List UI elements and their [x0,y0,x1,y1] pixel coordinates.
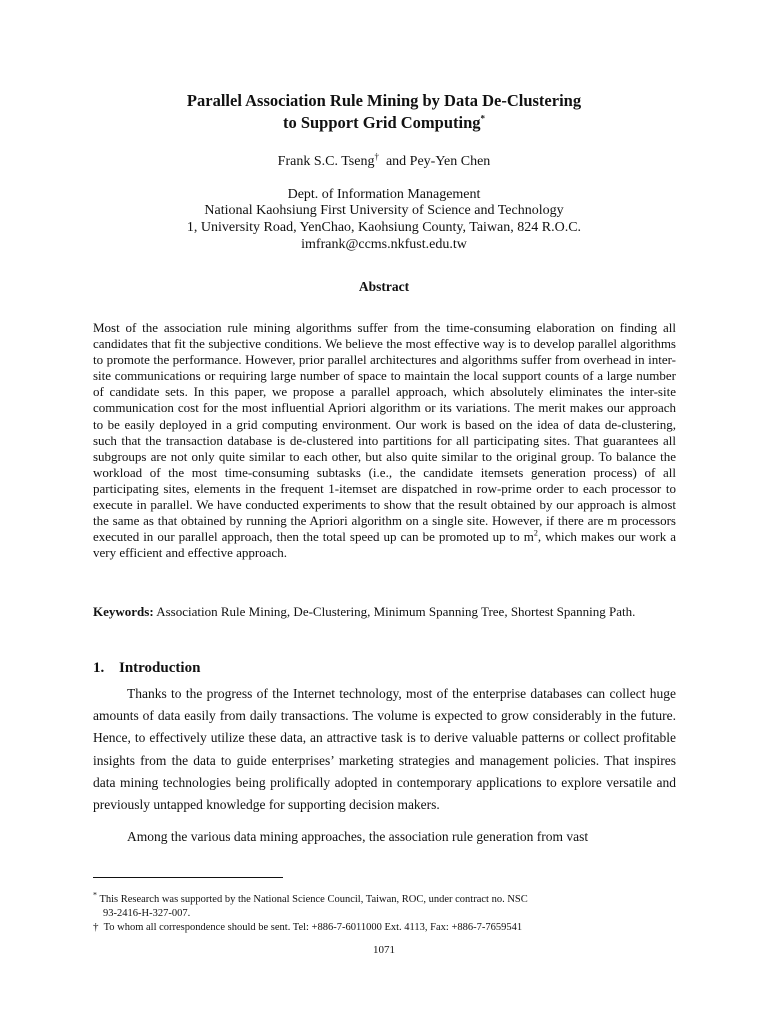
keywords-label: Keywords: [93,604,154,619]
affiliation-university: National Kaohsiung First University of Science and Technology [204,203,564,218]
title-line-2-text: to Support Grid Computing [282,113,481,132]
affiliation-address: 1, University Road, YenChao, Kaohsiung County, Taiwan, 824 R.O.C. [186,220,582,235]
title-line-2 [0,112,768,134]
abstract-body [93,320,676,561]
section-number: 1. [93,660,105,676]
footnote-1-line-1: This Research was supported by the National Science Council, Taiwan, ROC, under contract no. NSC [99,894,528,905]
title-line-1: Parallel Association Rule Mining by Data De-Clustering [186,91,582,110]
keywords [93,603,676,620]
abstract-superscript: 2 [533,528,538,538]
affiliation-dept: Dept. of Information Management [287,187,481,202]
intro-paragraph: Thanks to the progress of the Internet technology, most of the enterprise databases can collect huge amounts of data easily from daily transactions. The volume is expected to grow considerably in the future. Hence, to effectively utilize these data, an attractive task is to derive valuable patterns or collect profitable insights from the data to guide enterprises’ marketing strategies and management policies. That inspires data mining technologies being prolifically adopted in contemporary applications to explore versatile and previously untapped knowledge for supporting decision makers. [93,686,676,813]
author-first: Frank S.C. Tseng [277,154,375,169]
paper-title [0,90,768,134]
footnote-2-text: To whom all correspondence should be sent. Tel: +886-7-6011000 Ext. 4113, Fax: +886-7-7659541 [103,922,523,933]
footnote-2-mark: † [93,921,99,933]
abstract-heading: Abstract [358,279,410,294]
footnote-1-continued: 93-2416-H-327-007. [103,908,191,919]
intro-paragraph: Among the various data mining approaches, the association rule generation from vast [127,829,589,845]
section-heading [93,660,200,677]
introduction-body [93,683,676,848]
keywords-text: Association Rule Mining, De-Clustering, Minimum Spanning Tree, Shortest Spanning Path. [156,604,636,619]
author-rest: and Pey-Yen Chen [385,154,491,169]
author-email: imfrank@ccms.nkfust.edu.tw [301,237,467,252]
abstract-text-main: Most of the association rule mining algorithms suffer from the time-consuming elaboration on finding all candidates that fit the subjective conditions. We believe the most effective way is to develop parallel algorithms to promote the performance. However, prior parallel architectures and algorithms suffer from overhead in inter-site communications or requiring large number of space to maintain the local support counts of a large number of candidate sets. In this paper, we propose a parallel approach, which absolutely eliminates the inter-site communication cost for the most influential Apriori algorithm or its variations. The merit makes our approach to be easily deployed in a grid computing environment. Our work is based on the idea of data de-clustering, such that the transaction database is de-clustered into partitions for all participating sites. That guarantees all subgroups are not only quite similar to each other, but also quite similar to the original group. To balance the workload of the most time-consuming subtasks (i.e., the candidate itemsets generation process) of all participating sites, elements in the frequent 1-itemset are dispatched in row-prime order to each processor to execute in parallel. We have conducted experiments to show that the result obtained by our approach is almost the same as that obtained by running the Apriori algorithm on a single site. However, if there are m processors executed in our parallel approach, then the total speed up can be promoted up to m [93,320,676,545]
author-line [0,151,768,170]
footnote-2 [93,921,676,934]
author-first-mark: † [374,151,379,162]
footnote-divider [93,877,283,878]
abstract-text-end: , which makes our work a very efficient and effective approach. [93,529,676,561]
footnote-1 [93,890,676,906]
footnote-1-mark: * [93,890,97,900]
page-number: 1071 [373,944,395,956]
section-title: Introduction [119,660,201,676]
title-footnote-mark: * [480,113,486,124]
